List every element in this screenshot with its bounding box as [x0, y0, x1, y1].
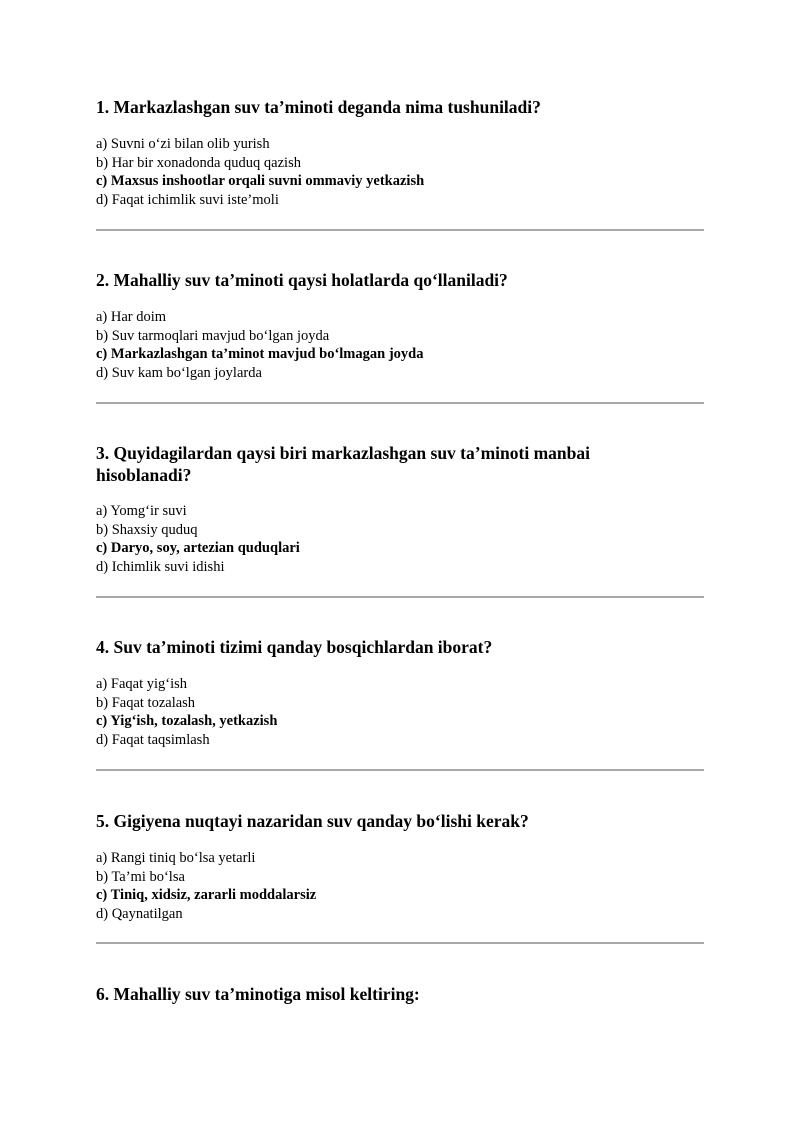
question-title: 5. Gigiyena nuqtayi nazaridan suv qanday bo‘lishi kerak? — [96, 811, 529, 831]
option-d: d) Qaynatilgan — [96, 905, 183, 922]
option-d: d) Faqat taqsimlash — [96, 731, 210, 748]
option-a: a) Faqat yig‘ish — [96, 676, 188, 692]
question-title: 6. Mahalliy suv ta’minotiga misol keltiring: — [96, 984, 420, 1004]
question-title: 2. Mahalliy suv ta’minoti qaysi holatlarda qo‘llaniladi? — [96, 270, 508, 290]
question-title: 3. Quyidagilardan qaysi biri markazlashgan suv ta’minoti manbai hisoblanadi? — [96, 443, 590, 485]
answer-options — [96, 849, 704, 923]
option-a: a) Suvni o‘zi bilan olib yurish — [96, 136, 270, 152]
option-d: d) Faqat ichimlik suvi iste’moli — [96, 191, 279, 208]
option-c-correct: c) Daryo, soy, artezian quduqlari — [96, 540, 300, 556]
answer-options — [96, 135, 704, 209]
option-b: b) Faqat tozalash — [96, 694, 196, 711]
option-b: b) Shaxsiy quduq — [96, 521, 198, 538]
question-title: 4. Suv ta’minoti tizimi qanday bosqichlardan iborat? — [96, 637, 493, 657]
question-6 — [96, 983, 704, 1005]
answer-options — [96, 675, 704, 749]
option-a: a) Rangi tiniq bo‘lsa yetarli — [96, 850, 256, 866]
question-2 — [96, 269, 704, 382]
divider — [96, 229, 704, 231]
option-a: a) Har doim — [96, 309, 167, 325]
question-4 — [96, 636, 704, 749]
question-1 — [96, 96, 704, 209]
answer-options — [96, 308, 704, 382]
option-c-correct: c) Tiniq, xidsiz, zararli moddalarsiz — [96, 887, 317, 903]
divider — [96, 596, 704, 598]
option-c-correct: c) Maxsus inshootlar orqali suvni ommaviy yetkazish — [96, 173, 425, 189]
question-title: 1. Markazlashgan suv ta’minoti deganda nima tushuniladi? — [96, 97, 541, 117]
divider — [96, 769, 704, 771]
option-b: b) Har bir xonadonda quduq qazish — [96, 154, 301, 171]
option-c-correct: c) Yig‘ish, tozalash, yetkazish — [96, 713, 278, 729]
answer-options — [96, 502, 704, 576]
question-5 — [96, 810, 704, 923]
option-b: b) Suv tarmoqlari mavjud bo‘lgan joyda — [96, 327, 330, 344]
option-b: b) Ta’mi bo‘lsa — [96, 868, 185, 885]
option-d: d) Suv kam bo‘lgan joylarda — [96, 364, 262, 381]
option-d: d) Ichimlik suvi idishi — [96, 558, 225, 575]
option-c-correct: c) Markazlashgan ta’minot mavjud bo‘lmagan joyda — [96, 346, 424, 362]
option-a: a) Yomg‘ir suvi — [96, 503, 187, 519]
question-3 — [96, 442, 704, 576]
divider — [96, 402, 704, 404]
divider — [96, 942, 704, 944]
